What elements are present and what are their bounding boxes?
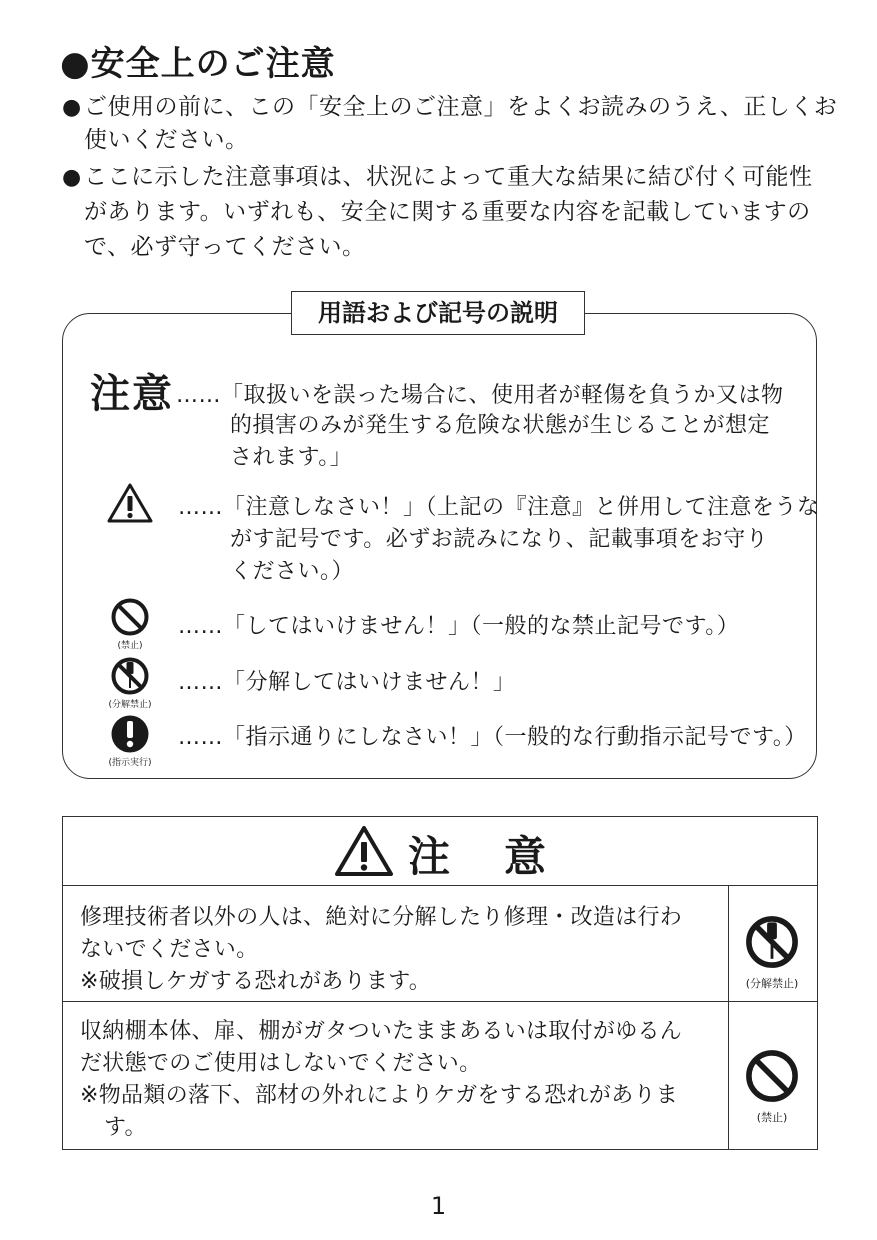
table-divider: [63, 885, 817, 886]
intro-line: [84, 121, 249, 154]
caution-definition-line: されます。」: [230, 445, 353, 470]
page-title: ●安全上のご注意: [60, 44, 336, 84]
terms-heading: 用語および記号の説明: [291, 291, 585, 335]
bullet: ●: [62, 165, 82, 190]
warning-definition-line: ……「注意しなさい！」（上記の『注意』と併用して注意をうな: [178, 495, 820, 520]
warning-triangle-icon: [333, 824, 395, 878]
prohibition-label: (禁止): [117, 641, 143, 651]
table-column-divider: [728, 885, 729, 1149]
caution-table-header: 注 意: [408, 832, 553, 881]
intro-text: ここに示した注意事項は、状況によって重大な結果に結び付く可能性: [84, 164, 813, 190]
intro-line: [62, 158, 813, 191]
caution-definition-line: ……「取扱いを誤った場合に、使用者が軽傷を負うか又は物: [176, 383, 784, 408]
table-row-line: ないでください。: [80, 937, 259, 962]
mandatory-action-label: (指示実行): [108, 758, 152, 768]
intro-text: 使いください。: [84, 127, 249, 153]
symbol-definition: ……「指示通りにしなさい！」（一般的な行動指示記号です。）: [178, 725, 807, 750]
bullet: ●: [62, 95, 82, 120]
symbol-definition: ……「分解してはいけません！」: [178, 670, 516, 695]
intro-text: ご使用の前に、この「安全上のご注意」をよくお読みのうえ、正しくお: [84, 94, 838, 120]
table-row-line: ※物品類の落下、部材の外れによりケガをする恐れがありま: [80, 1083, 679, 1108]
table-row-line: だ状態でのご使用はしないでください。: [80, 1051, 482, 1076]
intro-line: [62, 88, 837, 121]
caution-definition-line: 的損害のみが発生する危険な状態が生じることが想定: [230, 413, 771, 438]
no-disassembly-label: (分解禁止): [745, 977, 799, 990]
no-disassembly-label: (分解禁止): [108, 700, 152, 710]
no-disassembly-icon: [744, 914, 800, 970]
intro-text: で、必ず守ってください。: [84, 234, 366, 260]
table-row-line: ※破損しケガする恐れがあります。: [80, 969, 432, 994]
intro-line: [84, 193, 811, 226]
page-number: 1: [430, 1192, 447, 1220]
prohibition-icon: [744, 1048, 800, 1104]
no-disassembly-icon: [110, 656, 150, 696]
caution-word: 注意: [90, 371, 174, 417]
table-row-line: 収納棚本体、扉、棚がガタついたままあるいは取付がゆるん: [80, 1019, 683, 1044]
table-row-line: 修理技術者以外の人は、絶対に分解したり修理・改造は行わ: [80, 905, 683, 930]
warning-definition-line: がす記号です。必ずお読みになり、記載事項をお守り: [230, 527, 769, 552]
warning-triangle-icon: [106, 482, 154, 524]
table-divider: [63, 1001, 817, 1002]
intro-line: [84, 228, 366, 261]
warning-definition-line: ください。）: [230, 559, 355, 584]
mandatory-action-icon: [110, 714, 150, 754]
prohibition-label: (禁止): [756, 1111, 788, 1124]
symbol-definition: ……「してはいけません！」（一般的な禁止記号です。）: [178, 614, 740, 639]
table-row-line: す。: [104, 1115, 147, 1140]
prohibition-icon: [110, 597, 150, 637]
intro-text: があります。いずれも、安全に関する重要な内容を記載していますの: [84, 199, 811, 225]
